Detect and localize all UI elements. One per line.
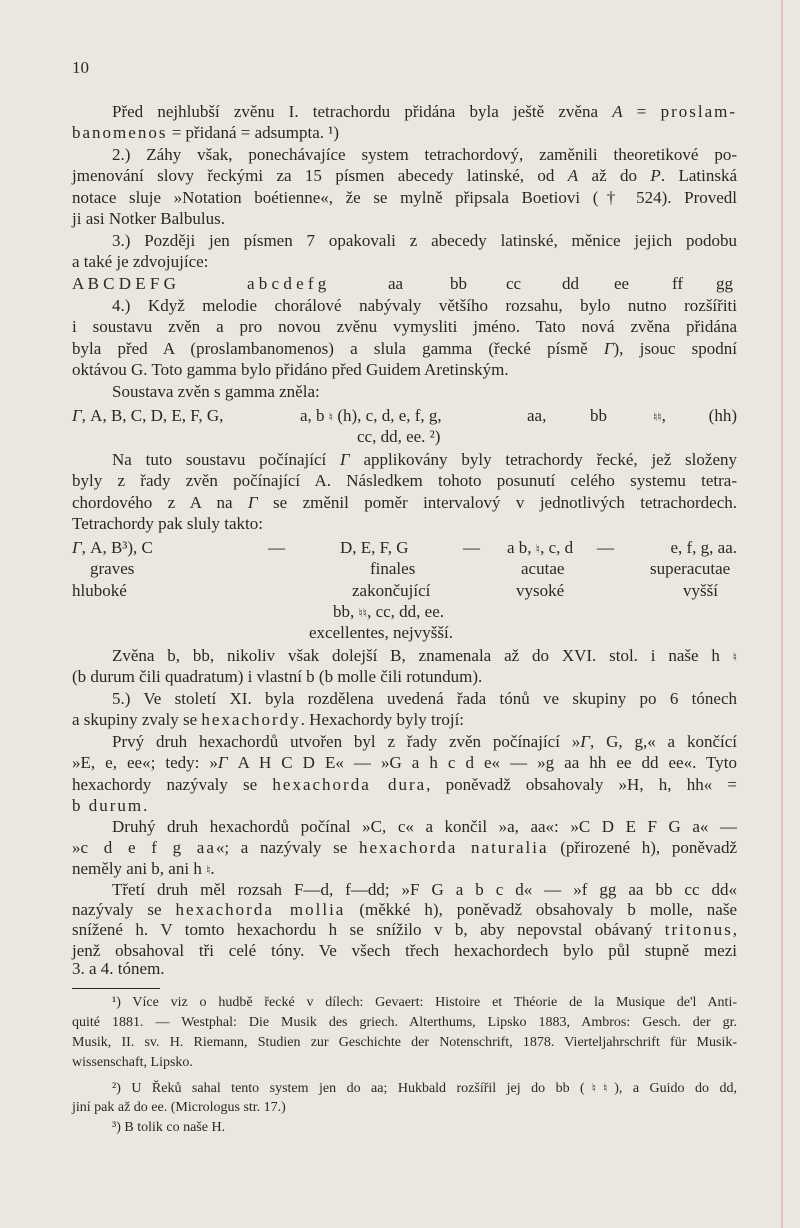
column-cell — [507, 537, 573, 560]
text-run: — — [463, 538, 480, 557]
text-run: »E, e, ee«; tedy: » — [72, 753, 218, 772]
text-run: (měkké h), poněvadž obsahovaly b molle, naše — [345, 900, 738, 919]
column-row — [0, 622, 800, 644]
italic-letter: Γ — [340, 450, 350, 469]
text-run: bb — [590, 406, 607, 425]
italic-letter: A — [567, 166, 579, 185]
text-run: D, E, F, G — [340, 538, 409, 557]
footnote-line — [72, 1034, 737, 1052]
text-run: . Hexachordy byly trojí: — [300, 710, 465, 729]
italic-letter: Γ — [72, 538, 82, 557]
text-run: cc — [506, 274, 522, 293]
page-number: 10 — [72, 58, 89, 77]
text-run: jiní pak až do ee. (Micrologus str. 17.) — [72, 1100, 286, 1115]
text-run: finales — [370, 559, 416, 578]
text-run: hexachordy nazývaly se — [72, 775, 273, 794]
text-run: ee — [614, 274, 630, 293]
column-cell — [72, 537, 153, 559]
column-cell — [672, 273, 683, 295]
text-run: se změnil poměr intervalový v jednotlivých tetrachordech. — [257, 493, 737, 512]
italic-letter: Γ — [580, 732, 590, 751]
text-line — [72, 666, 737, 688]
footnote-line — [72, 994, 737, 1012]
text-line — [72, 251, 737, 273]
text-run: , cc, dd, ee. — [367, 602, 445, 621]
column-row — [0, 426, 800, 448]
text-run: Zvěna b, bb, nikoliv však dolejší B, znamenala až do XVI. stol. i naše h — [112, 646, 733, 665]
text-run: Před nejhlubší zvěnu I. tetrachordu přidána byla ještě zvěna — [112, 102, 613, 121]
italic-letter: P — [650, 166, 661, 185]
text-line — [72, 899, 737, 921]
italic-letter: Γ — [217, 753, 228, 772]
italic-letter: Γ — [72, 406, 82, 425]
text-run: byly z řady zvěn počínající A. Následkem tohoto posunutí celého systemu tetra- — [72, 471, 737, 490]
column-cell — [268, 537, 285, 559]
text-run: e, f, g, aa. — [670, 538, 737, 557]
italic-letter: A — [612, 102, 623, 121]
text-run: — — [268, 538, 285, 557]
text-run: , c, d — [540, 538, 574, 557]
natural-sign: ♮ — [206, 863, 211, 877]
column-cell — [72, 273, 176, 295]
footnote-line — [72, 1054, 737, 1072]
column-cell — [340, 537, 409, 559]
text-run: (přirozené h), poněvadž — [548, 838, 738, 857]
text-run: graves — [90, 559, 135, 578]
spaced-term: tritonus — [664, 920, 733, 939]
text-run: ), jsouc spodní — [613, 339, 738, 358]
text-run: » — [72, 838, 81, 857]
text-run: 5.) Ve století XI. byla rozdělena uvedená řada tónů ve skupiny po 6 tónech — [112, 689, 737, 708]
text-run: ¹) Více viz o hudbě řecké v dílech: Gevaert: Histoire et Théorie de la Musique de'l Anti- — [112, 995, 737, 1010]
text-run: = — [622, 102, 661, 121]
text-line — [72, 731, 737, 753]
column-row — [0, 580, 800, 602]
spaced-term: hexachorda mollia — [175, 900, 346, 919]
text-line — [72, 958, 737, 980]
text-run: excellentes, nejvyšší. — [309, 623, 453, 642]
column-cell — [709, 405, 737, 427]
text-run: cc, dd, ee. ²) — [357, 427, 441, 446]
text-run: oktávou G. Toto gamma bylo přidáno před Guidem Aretinským. — [72, 360, 509, 379]
text-run: A H C D E« — »G a h c d e« — »g aa hh ee dd ee«. Tyto — [227, 753, 737, 772]
text-run: ), a Guido do dd, — [614, 1081, 737, 1096]
column-cell — [597, 537, 614, 559]
footnote-divider — [72, 988, 160, 989]
text-run: 3. a 4. tónem. — [72, 959, 165, 978]
text-run: vysoké — [516, 581, 565, 600]
text-run: jmenování slovy řeckými za 15 písmen abecedy latinské, od — [72, 166, 568, 185]
column-cell — [450, 273, 467, 295]
spaced-term: hexachorda dura — [272, 775, 427, 794]
text-run: applikovány byly tetrachordy řecké, jež složeny — [349, 450, 737, 469]
text-run: aa — [388, 274, 404, 293]
text-run: Musik, II. sv. H. Riemann, Studien zur Geschichte der Notenschrift, 1878. Vierteljahrschrift für Musik- — [72, 1035, 737, 1050]
natural-sign: ♮♮ — [653, 410, 662, 424]
text-line — [72, 879, 737, 901]
text-run: Druhý druh hexachordů počínal »C, c« a končil »a, aa«: »C D E F G a« — — [112, 817, 737, 836]
column-cell — [247, 273, 326, 295]
column-cell — [463, 537, 480, 559]
natural-sign: ♮♮ — [584, 1081, 615, 1095]
text-run: chordového z A na — [72, 493, 248, 512]
text-line — [72, 165, 737, 187]
column-cell — [72, 405, 223, 427]
text-run: ²) U Řeků sahal tento system jen do aa; Hukbald rozšířil jej do bb ( — [112, 1081, 585, 1096]
text-run: gg — [716, 274, 733, 293]
text-run: , poněvadž obsahovaly »H, h, hh« = — [426, 775, 737, 794]
column-cell — [716, 273, 733, 295]
text-run: Třetí druh měl rozsah F—d, f—dd; »F G a b c d« — »f gg aa bb cc dd« — [112, 880, 737, 899]
text-line — [72, 316, 737, 338]
spaced-term: c d e f g aa — [80, 838, 216, 857]
text-run: , A, B³), C — [81, 538, 153, 557]
text-run: ³) B tolik co naše H. — [112, 1120, 226, 1135]
text-line — [72, 230, 737, 252]
text-run: bb — [450, 274, 467, 293]
text-line — [72, 709, 737, 731]
text-run: vyšší — [683, 581, 718, 600]
text-run: (hh) — [708, 406, 737, 425]
text-run: Soustava zvěn s gamma zněla: — [112, 382, 320, 401]
text-run: quité 1881. — Westphal: Die Musik des griech. Alterthums, Lipsko 1883, Ambros: Gesch. der gr. — [72, 1015, 737, 1030]
text-line — [72, 816, 737, 838]
text-run: «; a nazývaly se — [215, 838, 359, 857]
text-run: Tetrachordy pak sluly takto: — [72, 514, 263, 533]
column-cell — [670, 537, 737, 559]
text-run: . Latinská — [660, 166, 737, 185]
text-run: jenž obsahoval tři celé tóny. Ve všech třech hexachordech bylo půl stupně mezi — [72, 941, 737, 960]
spaced-term: b durum — [72, 796, 144, 815]
text-line — [72, 688, 737, 710]
text-run: Na tuto soustavu počínající — [112, 450, 341, 469]
text-line — [72, 837, 737, 859]
column-row — [0, 273, 800, 295]
text-run: až do — [578, 166, 651, 185]
text-run: a, b — [300, 406, 329, 425]
column-cell — [72, 580, 127, 602]
column-cell — [614, 273, 629, 295]
text-run: . — [143, 796, 148, 815]
text-line — [72, 208, 737, 230]
spaced-term: banomenos — [72, 123, 168, 142]
text-run: a b c d e f g — [247, 274, 327, 293]
text-run: a skupiny zvaly se — [72, 710, 202, 729]
text-run: , — [661, 406, 666, 425]
column-cell — [370, 558, 415, 580]
column-cell — [300, 405, 442, 428]
text-run: hluboké — [72, 581, 127, 600]
text-run: , G, g,« a končící — [589, 732, 737, 751]
text-run: acutae — [521, 559, 565, 578]
natural-sign: ♮ — [535, 542, 541, 556]
column-cell — [650, 558, 730, 580]
text-line — [72, 101, 737, 123]
text-line — [72, 645, 737, 667]
text-run: 3.) Později jen písmen 7 opakovali z abecedy latinské, měnice jejich podobu — [112, 231, 737, 250]
footnote-line — [72, 1014, 737, 1032]
natural-sign: ♮♮ — [358, 606, 368, 620]
text-run: A B C D E F G — [72, 274, 176, 293]
text-line — [72, 122, 737, 144]
text-line — [72, 470, 737, 492]
footnote-line — [72, 1099, 737, 1117]
text-run: 4.) Když melodie chorálové nabývaly většího rozsahu, bylo nutno rozšířiti — [112, 296, 737, 315]
text-line — [72, 144, 737, 166]
text-run: superacutae — [650, 559, 731, 578]
spaced-term: hexachordy — [201, 710, 301, 729]
text-run: aa, — [527, 406, 547, 425]
text-line — [72, 359, 737, 381]
text-line — [72, 752, 737, 774]
text-run: notace sluje »Notation boétienne«, že se mylně připsala Boetiovi († 524). Provedl — [72, 188, 737, 207]
italic-letter: Γ — [247, 493, 258, 512]
text-run: 2.) Záhy však, ponechávajíce system tetrachordový, zaměnili theoretikové po- — [112, 145, 737, 164]
column-cell — [562, 273, 579, 295]
column-cell — [352, 580, 430, 602]
natural-sign: ♮ — [328, 410, 334, 424]
text-run: (b durum čili quadratum) i vlastní b (b molle čili rotundum). — [72, 667, 483, 686]
text-run: neměly ani b, ani h — [72, 859, 207, 878]
column-row — [0, 601, 800, 623]
spaced-term: hexachorda naturalia — [358, 838, 549, 857]
text-run: a také je zdvojujíce: — [72, 252, 209, 271]
text-run: i soustavu zvěn a pro novou zvěnu vymysliti jméno. Tato nová zvěna přidána — [72, 317, 737, 336]
column-cell — [333, 601, 444, 624]
text-run: a b, — [507, 538, 536, 557]
text-line — [72, 919, 737, 941]
text-run: — — [597, 538, 614, 557]
text-run: , — [732, 920, 737, 939]
spaced-term: proslam- — [660, 102, 737, 121]
column-row — [0, 405, 800, 427]
text-line — [72, 449, 737, 471]
column-cell — [683, 580, 718, 602]
text-line — [72, 295, 737, 317]
column-cell — [516, 580, 564, 602]
column-cell — [521, 558, 564, 580]
text-run: zakončující — [352, 581, 431, 600]
text-line — [72, 381, 737, 403]
column-cell — [309, 622, 453, 644]
text-line — [72, 338, 737, 360]
column-cell — [653, 405, 666, 428]
text-run: byla před A (proslambanomenos) a slula gamma (řecké písmě — [72, 339, 604, 358]
text-run: (h), c, d, e, f, g, — [333, 406, 442, 425]
text-run: snížené h. V tomto hexachordu h se snížilo v b, aby nepovstal obávaný — [72, 920, 665, 939]
text-run: ff — [672, 274, 684, 293]
text-line — [72, 492, 737, 514]
italic-letter: Γ — [603, 339, 614, 358]
text-line — [72, 774, 737, 796]
column-row — [0, 558, 800, 580]
text-line — [72, 858, 737, 880]
text-run: wissenschaft, Lipsko. — [72, 1055, 193, 1070]
text-run: , A, B, C, D, E, F, G, — [81, 406, 224, 425]
column-cell — [506, 273, 521, 295]
footnote-line — [72, 1119, 737, 1137]
column-cell — [90, 558, 134, 580]
text-run: dd — [562, 274, 579, 293]
text-line — [72, 513, 737, 535]
footnote-line — [72, 1079, 737, 1097]
column-cell — [590, 405, 607, 427]
text-line — [72, 187, 737, 209]
column-cell — [388, 273, 403, 295]
natural-sign: ♮ — [732, 650, 737, 664]
column-row — [0, 537, 800, 559]
text-run: nazývaly se — [72, 900, 176, 919]
text-run: Prvý druh hexachordů utvořen byl z řady zvěn počínající » — [112, 732, 581, 751]
column-cell — [357, 426, 440, 448]
text-run: . — [210, 859, 215, 878]
column-cell — [527, 405, 546, 427]
text-line — [72, 795, 737, 817]
text-run: = přidaná = adsumpta. ¹) — [167, 123, 339, 142]
text-run: ji asi Notker Balbulus. — [72, 209, 225, 228]
text-run: bb, — [333, 602, 359, 621]
